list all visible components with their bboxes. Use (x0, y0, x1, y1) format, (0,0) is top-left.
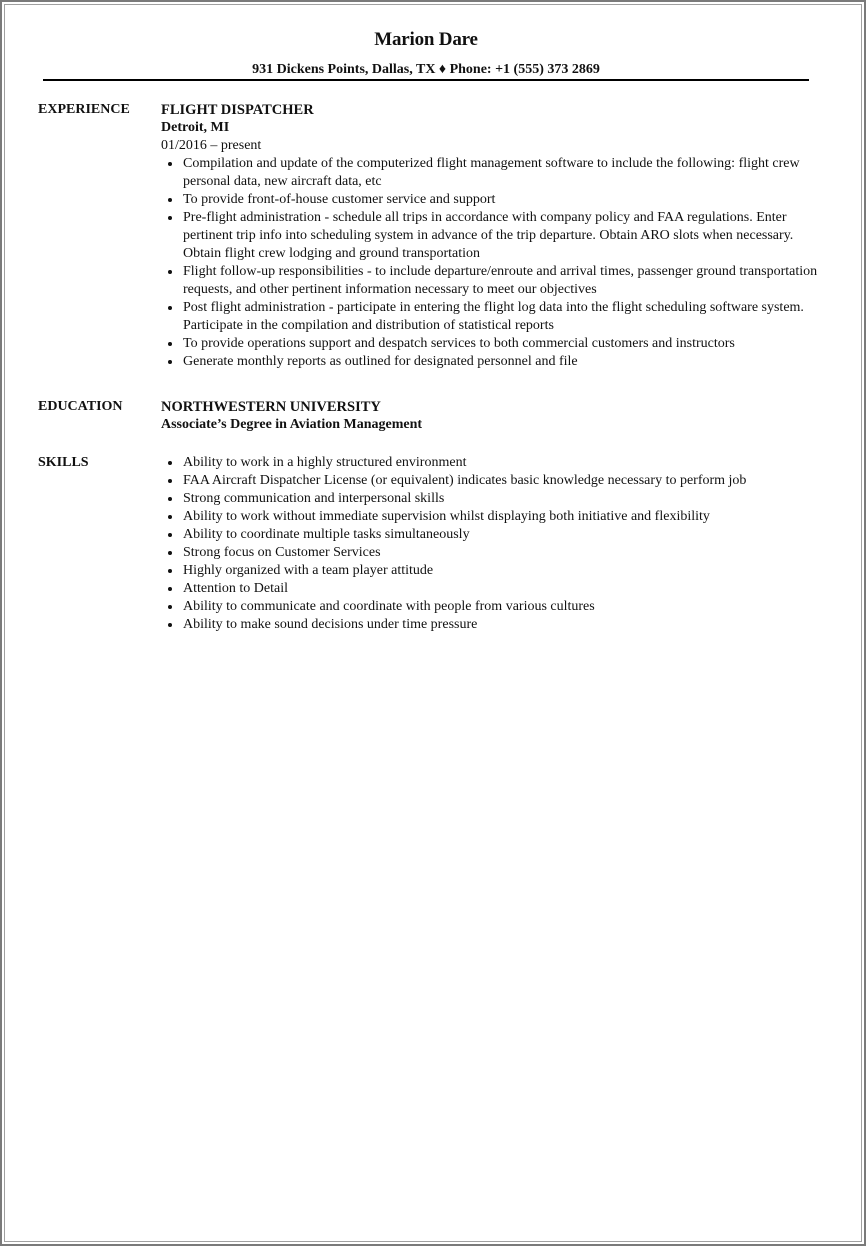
contact-line: 931 Dickens Points, Dallas, TX ♦ Phone: +1 (555) 373 2869 (252, 62, 600, 77)
list-item: Strong communication and interpersonal skills (161, 490, 821, 508)
header-divider (43, 79, 809, 81)
section-label-experience: EXPERIENCE (38, 102, 130, 117)
list-item: Ability to work without immediate supervision whilst displaying both initiative and flexibility (161, 508, 821, 526)
skills-bullet-list (161, 454, 821, 634)
list-item: Pre-flight administration - schedule all trips in accordance with company policy and FAA regulations. Enter pertinent trip info into scheduling system in advance of the trip departure. Obtain ARO slots when necessary. Obtain flight crew lodging and ground transportation (161, 209, 821, 263)
candidate-name: Marion Dare (374, 29, 478, 50)
degree: Associate’s Degree in Aviation Management (161, 417, 423, 432)
list-item: Generate monthly reports as outlined for designated personnel and file (161, 353, 821, 371)
section-label-skills: SKILLS (38, 455, 89, 470)
list-item: Ability to coordinate multiple tasks simultaneously (161, 526, 821, 544)
education-body (161, 398, 821, 434)
skills-body (161, 454, 821, 634)
list-item: Ability to communicate and coordinate with people from various cultures (161, 598, 821, 616)
job-location: Detroit, MI (161, 120, 230, 135)
list-item: Ability to work in a highly structured environment (161, 454, 821, 472)
list-item: Ability to make sound decisions under time pressure (161, 616, 821, 634)
job-title: FLIGHT DISPATCHER (161, 102, 314, 118)
list-item: FAA Aircraft Dispatcher License (or equivalent) indicates basic knowledge necessary to perform job (161, 472, 821, 490)
list-item: Flight follow-up responsibilities - to include departure/enroute and arrival times, passenger ground transportation requests, and other pertinent information necessary to meet our objectives (161, 263, 821, 299)
list-item: Post flight administration - participate in entering the flight log data into the flight scheduling software system. Participate in the compilation and distribution of statistical reports (161, 299, 821, 335)
list-item: To provide front-of-house customer service and support (161, 191, 821, 209)
experience-body (161, 101, 821, 371)
list-item: Strong focus on Customer Services (161, 544, 821, 562)
list-item: To provide operations support and despatch services to both commercial customers and instructors (161, 335, 821, 353)
list-item: Compilation and update of the computerized flight management software to include the following: flight crew personal data, new aircraft data, etc (161, 155, 821, 191)
experience-bullet-list (161, 155, 821, 371)
job-dates: 01/2016 – present (161, 138, 262, 153)
list-item: Attention to Detail (161, 580, 821, 598)
section-label-education: EDUCATION (38, 399, 123, 414)
school-name: NORTHWESTERN UNIVERSITY (161, 399, 381, 415)
list-item: Highly organized with a team player attitude (161, 562, 821, 580)
